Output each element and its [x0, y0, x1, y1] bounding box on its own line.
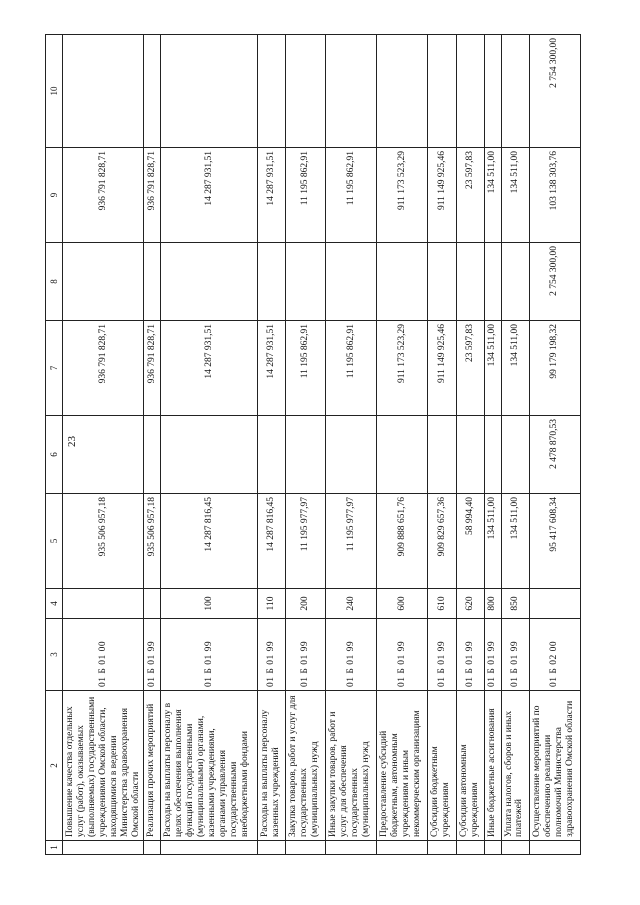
item-name-cell: Расходы на выплаты персоналу в целях обеспечения выполнения функций государственными (муниципальными) органами, казенными учреждениями, органами управления государственными внебюджетными фондами [161, 691, 258, 841]
amount-col9-cell: 14 287 931,51 [258, 148, 286, 243]
item-name-cell: Уплата налогов, сборов и иных платежей [501, 691, 529, 841]
col-header-3: 3 [46, 619, 63, 691]
col-header-8: 8 [46, 243, 63, 321]
col-header-1: 1 [46, 841, 63, 855]
amount-col6-cell [501, 416, 529, 494]
amount-col5-cell: 14 287 816,45 [258, 494, 286, 589]
amount-col5-cell: 11 195 977,97 [326, 494, 377, 589]
amount-col10-cell [428, 35, 456, 148]
amount-col5-cell: 134 511,00 [484, 494, 501, 589]
expense-type-cell [144, 589, 161, 619]
row-number-cell [63, 841, 144, 855]
item-name-cell: Иные бюджетные ассигнования [484, 691, 501, 841]
expense-type-cell: 850 [501, 589, 529, 619]
table-row [258, 35, 286, 855]
amount-col5-cell: 14 287 816,45 [161, 494, 258, 589]
item-name-cell: Предоставление субсидий бюджетным, автономным учреждениям и иным некоммерческим организациям [377, 691, 428, 841]
amount-col9-cell: 11 195 862,91 [286, 148, 326, 243]
col-header-9: 9 [46, 148, 63, 243]
amount-col10-cell [484, 35, 501, 148]
amount-col7-cell: 911 173 523,29 [377, 321, 428, 416]
row-number-cell [484, 841, 501, 855]
amount-col10-cell [286, 35, 326, 148]
amount-col9-cell: 911 149 925,46 [428, 148, 456, 243]
expense-type-cell: 240 [326, 589, 377, 619]
expense-type-cell: 600 [377, 589, 428, 619]
amount-col9-cell: 23 597,83 [456, 148, 484, 243]
target-code-cell: 01 Б 01 99 [326, 619, 377, 691]
amount-col8-cell [286, 243, 326, 321]
amount-col6-cell [326, 416, 377, 494]
table-row [377, 35, 428, 855]
amount-col10-cell: 2 754 300,00 [529, 35, 580, 148]
amount-col7-cell: 936 791 828,71 [63, 321, 144, 416]
amount-col8-cell [161, 243, 258, 321]
amount-col9-cell: 14 287 931,51 [161, 148, 258, 243]
col-header-4: 4 [46, 589, 63, 619]
amount-col9-cell: 103 138 303,76 [529, 148, 580, 243]
row-number-cell [501, 841, 529, 855]
amount-col8-cell [428, 243, 456, 321]
row-number-cell [161, 841, 258, 855]
amount-col6-cell [286, 416, 326, 494]
target-code-cell: 01 Б 01 00 [63, 619, 144, 691]
row-number-cell [456, 841, 484, 855]
amount-col6-cell [144, 416, 161, 494]
col-header-5: 5 [46, 494, 63, 589]
item-name-cell: Иные закупки товаров, работ и услуг для обеспечения государственных (муниципальных) нужд [326, 691, 377, 841]
table-row [161, 35, 258, 855]
amount-col8-cell [63, 243, 144, 321]
amount-col7-cell: 936 791 828,71 [144, 321, 161, 416]
expense-type-cell: 620 [456, 589, 484, 619]
amount-col7-cell: 23 597,83 [456, 321, 484, 416]
amount-col8-cell [501, 243, 529, 321]
target-code-cell: 01 Б 01 99 [144, 619, 161, 691]
amount-col8-cell: 2 754 300,00 [529, 243, 580, 321]
target-code-cell: 01 Б 01 99 [501, 619, 529, 691]
amount-col8-cell [484, 243, 501, 321]
amount-col6-cell [258, 416, 286, 494]
expense-type-cell: 110 [258, 589, 286, 619]
amount-col10-cell [501, 35, 529, 148]
table-row [501, 35, 529, 855]
amount-col10-cell [161, 35, 258, 148]
col-header-10: 10 [46, 35, 63, 148]
item-name-cell: Субсидии бюджетным учреждениям [428, 691, 456, 841]
col-header-6: 6 [46, 416, 63, 494]
amount-col10-cell [258, 35, 286, 148]
expense-type-cell [63, 589, 144, 619]
table-row [144, 35, 161, 855]
target-code-cell: 01 Б 01 99 [377, 619, 428, 691]
amount-col7-cell: 134 511,00 [501, 321, 529, 416]
target-code-cell: 01 Б 01 99 [484, 619, 501, 691]
amount-col5-cell: 909 829 657,36 [428, 494, 456, 589]
col-header-2: 2 [46, 691, 63, 841]
header-row [46, 35, 63, 855]
page-number: 23 [66, 436, 78, 447]
amount-col8-cell [456, 243, 484, 321]
amount-col5-cell: 935 506 957,18 [63, 494, 144, 589]
expense-type-cell: 200 [286, 589, 326, 619]
amount-col6-cell [484, 416, 501, 494]
item-name-cell: Реализация прочих мероприятий [144, 691, 161, 841]
amount-col5-cell: 95 417 608,34 [529, 494, 580, 589]
expense-type-cell: 800 [484, 589, 501, 619]
item-name-cell: Закупка товаров, работ и услуг для государственных (муниципальных) нужд [286, 691, 326, 841]
amount-col10-cell [377, 35, 428, 148]
amount-col8-cell [326, 243, 377, 321]
expense-type-cell: 100 [161, 589, 258, 619]
row-number-cell [286, 841, 326, 855]
target-code-cell: 01 Б 01 99 [456, 619, 484, 691]
row-number-cell [326, 841, 377, 855]
amount-col7-cell: 911 149 925,46 [428, 321, 456, 416]
amount-col8-cell [144, 243, 161, 321]
amount-col7-cell: 11 195 862,91 [286, 321, 326, 416]
amount-col10-cell [63, 35, 144, 148]
amount-col8-cell [377, 243, 428, 321]
amount-col7-cell: 11 195 862,91 [326, 321, 377, 416]
amount-col6-cell [428, 416, 456, 494]
item-name-cell: Расходы на выплаты персоналу казенных учреждений [258, 691, 286, 841]
col-header-7: 7 [46, 321, 63, 416]
amount-col9-cell: 936 791 828,71 [144, 148, 161, 243]
target-code-cell: 01 Б 02 00 [529, 619, 580, 691]
rotated-table-wrapper [45, 35, 581, 855]
amount-col8-cell [258, 243, 286, 321]
amount-col5-cell: 909 888 651,76 [377, 494, 428, 589]
amount-col7-cell: 14 287 931,51 [161, 321, 258, 416]
row-number-cell [428, 841, 456, 855]
expense-type-cell: 610 [428, 589, 456, 619]
amount-col7-cell: 14 287 931,51 [258, 321, 286, 416]
amount-col6-cell [161, 416, 258, 494]
table-row [529, 35, 580, 855]
amount-col9-cell: 134 511,00 [501, 148, 529, 243]
target-code-cell: 01 Б 01 99 [161, 619, 258, 691]
target-code-cell: 01 Б 01 99 [428, 619, 456, 691]
row-number-cell [144, 841, 161, 855]
table-row [63, 35, 144, 855]
budget-table [45, 34, 581, 855]
expense-type-cell [529, 589, 580, 619]
row-number-cell [377, 841, 428, 855]
amount-col5-cell: 11 195 977,97 [286, 494, 326, 589]
table-row [484, 35, 501, 855]
item-name-cell: Осуществление мероприятий по обеспечению реализации полномочий Министерства здравоохранения Омской области [529, 691, 580, 841]
target-code-cell: 01 Б 01 99 [258, 619, 286, 691]
table-row [456, 35, 484, 855]
amount-col10-cell [326, 35, 377, 148]
item-name-cell: Субсидии автономным учреждениям [456, 691, 484, 841]
row-number-cell [258, 841, 286, 855]
table-row [286, 35, 326, 855]
amount-col5-cell: 58 994,40 [456, 494, 484, 589]
row-number-cell [529, 841, 580, 855]
amount-col6-cell [456, 416, 484, 494]
amount-col9-cell: 11 195 862,91 [326, 148, 377, 243]
amount-col7-cell: 99 179 198,32 [529, 321, 580, 416]
table-row [428, 35, 456, 855]
amount-col7-cell: 134 511,00 [484, 321, 501, 416]
amount-col6-cell [377, 416, 428, 494]
amount-col9-cell: 134 511,00 [484, 148, 501, 243]
amount-col5-cell: 134 511,00 [501, 494, 529, 589]
amount-col9-cell: 936 791 828,71 [63, 148, 144, 243]
item-name-cell: Повышение качества отдельных услуг (работ), оказываемых (выполняемых) государственными учреждениями Омской области, находящимися в ведении Министерства здравоохранения Омской области [63, 691, 144, 841]
target-code-cell: 01 Б 01 99 [286, 619, 326, 691]
amount-col5-cell: 935 506 957,18 [144, 494, 161, 589]
amount-col6-cell: 2 478 870,53 [529, 416, 580, 494]
amount-col10-cell [144, 35, 161, 148]
amount-col10-cell [456, 35, 484, 148]
amount-col9-cell: 911 173 523,29 [377, 148, 428, 243]
table-row [326, 35, 377, 855]
amount-col6-cell [63, 416, 144, 494]
